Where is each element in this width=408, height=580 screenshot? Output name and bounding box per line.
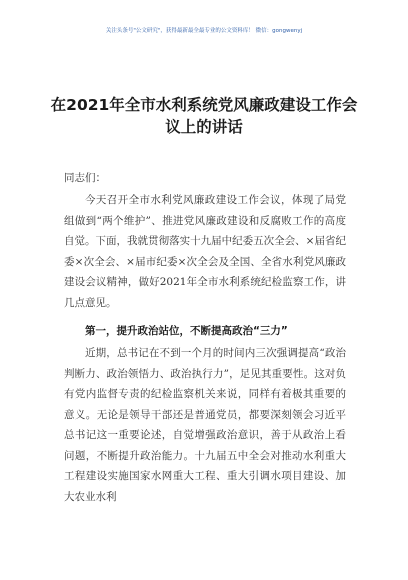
- paragraph-section-1: 近期，总书记在不到一个月的时间内三次强调提高“政治判断力、政治领悟力、政治执行力”，足见其重要性。这对负有党内监督专责的纪检监察机关来说，同样有着极其重要的意义。无论是领导干部还是普通党员，都要深刻领会习近平总书记这一重要论述，自觉增强政治意识，善于从政治上看问题，不断提升政治能力。十九届五中全会对推动水利重大工程建设实施国家水网重大工程、重大引调水项目建设、加大农业水利: [64, 347, 346, 503]
- paragraph-intro: 今天召开全市水利党风廉政建设工作会议，体现了局党组做到“两个维护”、推进党风廉政建设和反腐败工作的高度自觉。下面，我就贯彻落实十九届中纪委五次全会、×届省纪委×次全会、×届市纪委×次全会及全国、全省水利党风廉政建设会议精神，做好2021年全市水利系统纪检监察工作，讲几点意见。: [64, 194, 346, 309]
- salutation: 同志们：: [64, 172, 106, 184]
- document-title: 在2021年全市水利系统党风廉政建设工作会议上的讲话: [50, 96, 358, 136]
- header-note: 关注头条号"公文研究"，获得最新最全最专业的公文资料库！ 微信：gongwenyj: [105, 28, 303, 34]
- section-heading-1: 第一，提升政治站位，不断提高政治“三力”: [85, 325, 288, 337]
